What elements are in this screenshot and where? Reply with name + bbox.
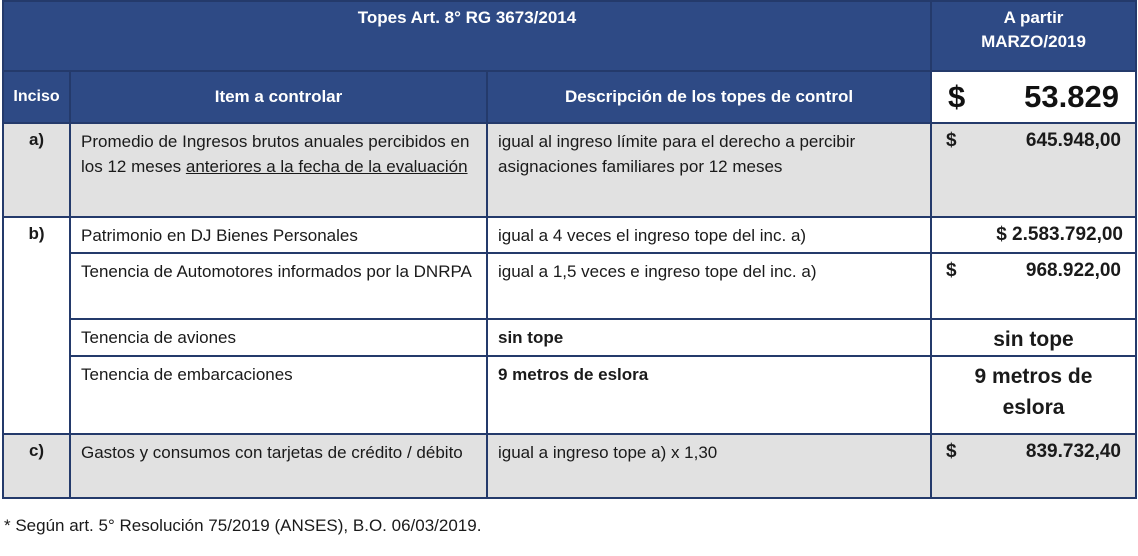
amount-b2-currency: $	[946, 260, 957, 281]
amount-a-value: 645.948,00	[1025, 130, 1121, 151]
amount-b2-value: 968.922,00	[1025, 260, 1121, 281]
table-row	[3, 217, 1136, 253]
value-b3: sin tope	[931, 319, 1136, 356]
period-line-2: MARZO/2019	[981, 32, 1086, 51]
amount-c-currency: $	[946, 441, 957, 462]
table-row	[3, 319, 1136, 356]
item-b2: Tenencia de Automotores informados por la DNRPA	[70, 253, 487, 319]
table-row	[3, 434, 1136, 498]
item-b4: Tenencia de embarcaciones	[70, 356, 487, 434]
desc-c: igual a ingreso tope a) x 1,30	[487, 434, 931, 498]
inciso-b: b)	[3, 217, 70, 434]
inciso-c: c)	[3, 434, 70, 498]
desc-b1: igual a 4 veces el ingreso tope del inc. a)	[487, 217, 931, 253]
item-c: Gastos y consumos con tarjetas de crédito / débito	[70, 434, 487, 498]
headline-currency: $	[948, 79, 966, 114]
topes-table	[2, 0, 1137, 499]
amount-b1-value: $ 2.583.792,00	[996, 224, 1123, 245]
table-row	[3, 253, 1136, 319]
amount-c	[931, 434, 1136, 498]
desc-b3	[487, 319, 931, 356]
desc-b2: igual a 1,5 veces e ingreso tope del inc. a)	[487, 253, 931, 319]
desc-a: igual al ingreso límite para el derecho a percibir asignaciones familiares por 12 meses	[487, 123, 931, 217]
desc-b4	[487, 356, 931, 434]
period-line-1: A partir	[1003, 8, 1064, 27]
amount-b2	[931, 253, 1136, 319]
table-row	[3, 123, 1136, 217]
headline-amount: 53.829	[1024, 79, 1119, 114]
table-title: Topes Art. 8° RG 3673/2014	[3, 1, 931, 71]
col-header-desc: Descripción de los topes de control	[487, 71, 931, 123]
item-b3: Tenencia de aviones	[70, 319, 487, 356]
headline-amount-cell	[931, 71, 1136, 123]
col-header-inciso: Inciso	[3, 71, 70, 123]
desc-b3-text: sin tope	[498, 328, 564, 347]
table-row	[3, 356, 1136, 434]
item-a	[70, 123, 487, 217]
item-b1: Patrimonio en DJ Bienes Personales	[70, 217, 487, 253]
amount-a-currency: $	[946, 130, 957, 151]
period-header	[931, 1, 1136, 71]
value-b4-text: 9 metros de eslora	[974, 365, 1093, 419]
footnote: * Según art. 5° Resolución 75/2019 (ANSES), B.O. 06/03/2019.	[4, 516, 482, 535]
amount-a	[931, 123, 1136, 217]
item-a-underlined: anteriores a la fecha de la evaluación	[185, 157, 468, 176]
amount-c-value: 839.732,40	[1025, 441, 1121, 462]
col-header-item: Item a controlar	[70, 71, 487, 123]
amount-b1	[931, 217, 1136, 253]
item-a-text: Promedio de Ingresos brutos anuales percibidos en los 12 meses	[81, 132, 470, 176]
value-b4	[931, 356, 1136, 434]
desc-b4-text: 9 metros de eslora	[498, 365, 649, 384]
inciso-a: a)	[3, 123, 70, 217]
